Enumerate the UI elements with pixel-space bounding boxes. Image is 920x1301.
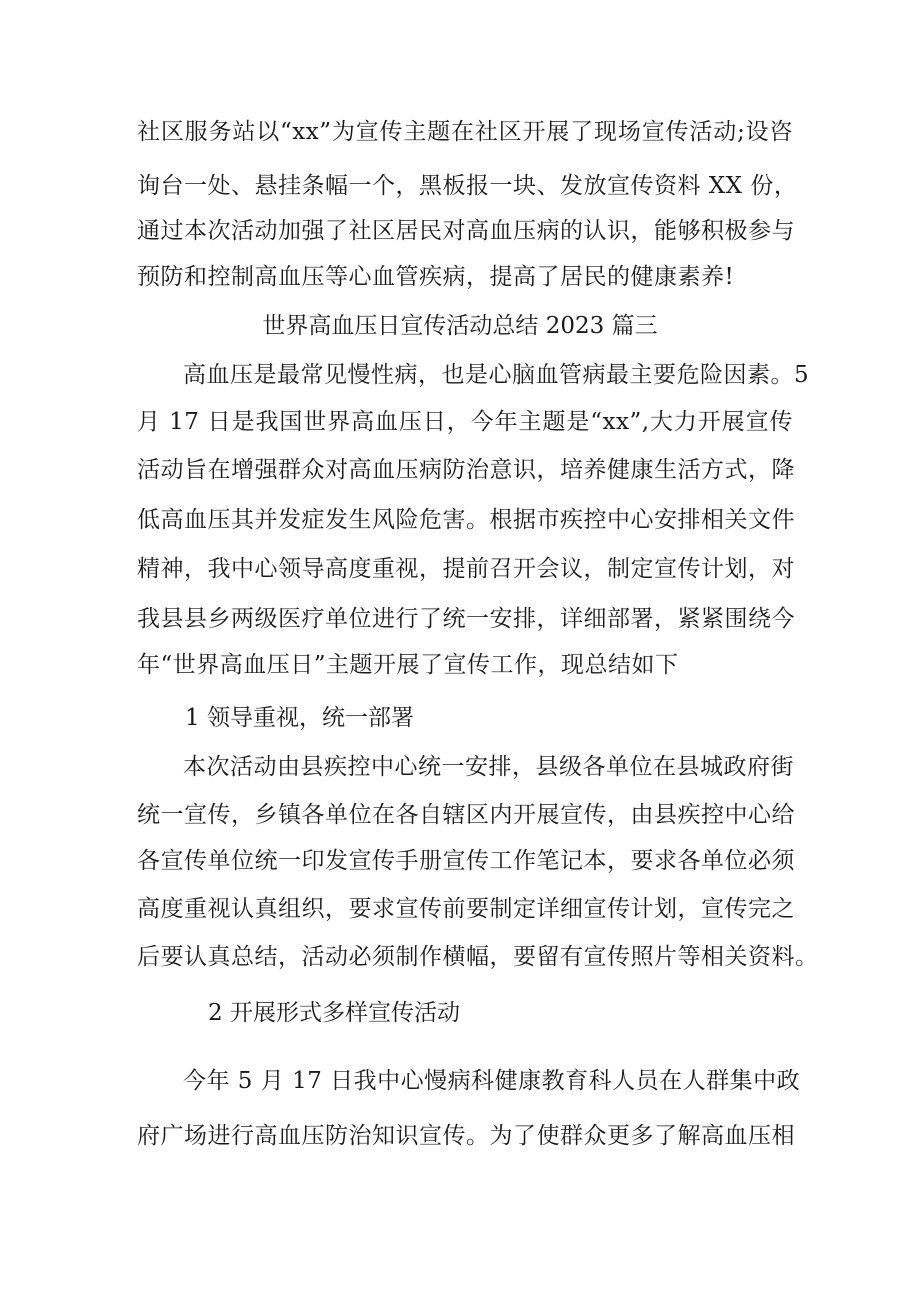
paragraph-line: 预防和控制高血压等心血管疾病，提高了居民的健康素养! (137, 264, 735, 290)
paragraph-line: 通过本次活动加强了社区居民对高血压病的认识，能够积极参与 (137, 218, 795, 244)
paragraph-line: 今年 5 月 17 日我中心慢病科健康教育科人员在人群集中政 (183, 1068, 801, 1094)
paragraph-line: 府广场进行高血压防治知识宣传。为了使群众更多了解高血压相 (137, 1123, 795, 1149)
subheading: 1 领导重视，统一部署 (185, 705, 414, 731)
paragraph-line: 后要认真总结，活动必须制作横幅，要留有宣传照片等相关资料。 (137, 944, 819, 970)
paragraph-line: 高度重视认真组织，要求宣传前要制定详细宣传计划，宣传完之 (137, 896, 795, 922)
subheading: 2 开展形式多样宣传活动 (208, 1000, 460, 1026)
paragraph-line: 精神，我中心领导高度重视，提前召开会议，制定宣传计划，对 (137, 556, 795, 582)
paragraph-line: 各宣传单位统一印发宣传手册宣传工作笔记本，要求各单位必须 (137, 848, 795, 874)
paragraph-line: 我县县乡两级医疗单位进行了统一安排，详细部署，紧紧围绕今 (137, 606, 795, 632)
paragraph-line: 月 17 日是我国世界高血压日，今年主题是“xx”,大力开展宣传 (137, 409, 793, 435)
section-title: 世界高血压日宣传活动总结 2023 篇三 (262, 313, 658, 339)
paragraph-line: 询台一处、悬挂条幅一个，黑板报一块、发放宣传资料 XX 份， (137, 173, 798, 199)
paragraph-line: 年“世界高血压日”主题开展了宣传工作，现总结如下 (137, 652, 679, 678)
paragraph-line: 社区服务站以“xx”为宣传主题在社区开展了现场宣传活动;设咨 (137, 119, 793, 145)
paragraph-line: 活动旨在增强群众对高血压病防治意识，培养健康生活方式，降 (137, 457, 795, 483)
paragraph-line: 本次活动由县疾控中心统一安排，县级各单位在县城政府街 (183, 754, 794, 780)
paragraph-line: 低高血压其并发症发生风险危害。根据市疾控中心安排相关文件 (137, 507, 795, 533)
paragraph-line: 统一宣传，乡镇各单位在各自辖区内开展宣传，由县疾控中心给 (137, 802, 795, 828)
paragraph-line: 高血压是最常见慢性病，也是心脑血管病最主要危险因素。5 (183, 362, 810, 388)
